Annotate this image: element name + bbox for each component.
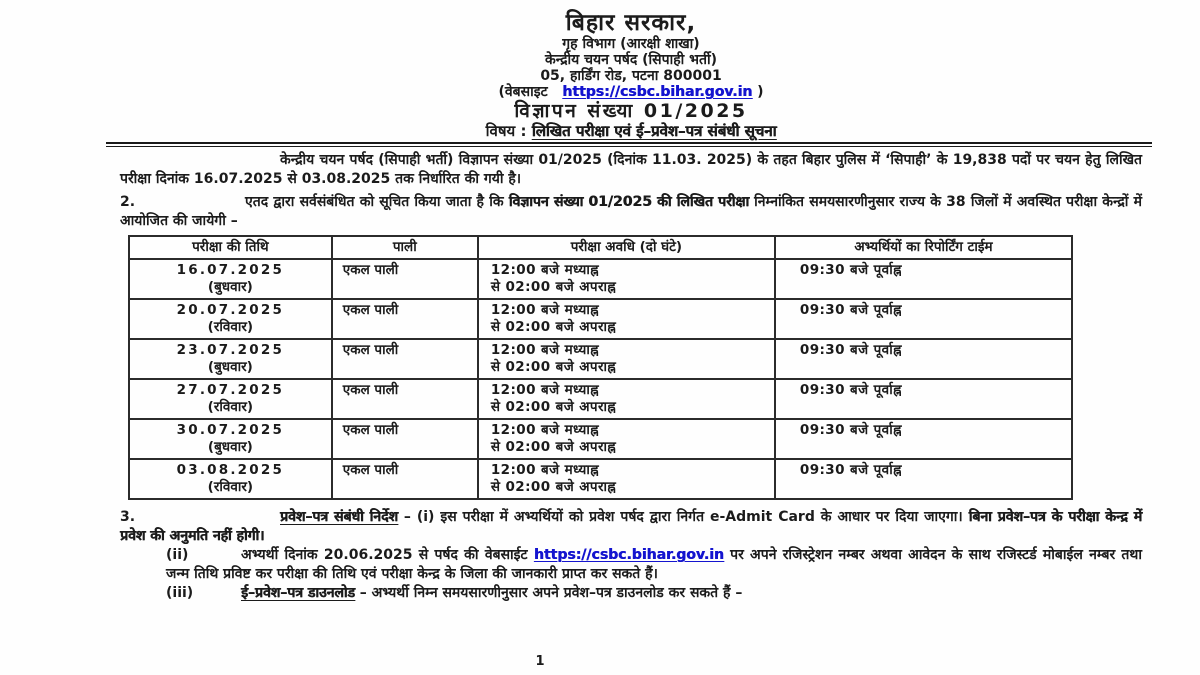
section-3-heading: प्रवेश–पत्र संबंधी निर्देश xyxy=(280,509,398,525)
subject-line xyxy=(120,122,1142,140)
exam-date-cell: 23.07.2025 (बुधवार) xyxy=(129,339,332,379)
reporting-time-cell: 09:30 बजे पूर्वाह्न xyxy=(775,259,1072,299)
section-3 xyxy=(120,508,1142,546)
header-divider xyxy=(106,142,1152,147)
section-3-number: 3. xyxy=(120,509,136,525)
exam-date-cell: 16.07.2025 (बुधवार) xyxy=(129,259,332,299)
document-header xyxy=(120,10,1142,140)
clause-ii-number: (ii) xyxy=(166,547,189,563)
clause-ii xyxy=(166,546,1142,584)
department-line: गृह विभाग (आरक्षी शाखा) xyxy=(562,36,700,52)
shift-cell: एकल पाली xyxy=(332,459,478,499)
para-2-number: 2. xyxy=(120,194,136,210)
table-row xyxy=(129,419,1072,459)
duration-cell: 12:00 बजे मध्याह्न से 02:00 बजे अपराह्न xyxy=(478,379,775,419)
header-reporting-time: अभ्यर्थियों का रिपोर्टिंग टाईम xyxy=(775,236,1072,259)
shift-cell: एकल पाली xyxy=(332,339,478,379)
website-close-paren: ) xyxy=(752,84,764,100)
para-2-text-cont: निम्नांकित समयसारणीनुसार राज्य के 38 जिलों में अवस्थित परीक्षा केन्द्रों में आयोजित की जायेगी – xyxy=(120,194,1142,229)
shift-cell: एकल पाली xyxy=(332,419,478,459)
address-line: 05, हार्डिंग रोड, पटना 800001 xyxy=(540,68,722,84)
duration-cell: 12:00 बजे मध्याह्न से 02:00 बजे अपराह्न xyxy=(478,459,775,499)
website-label: (वेबसाइट xyxy=(498,84,548,100)
table-row xyxy=(129,379,1072,419)
exam-date-cell: 03.08.2025 (रविवार) xyxy=(129,459,332,499)
para-intro: केन्द्रीय चयन पर्षद (सिपाही भर्ती) विज्ञापन संख्या 01/2025 (दिनांक 11.03. 2025) के तहत बिहार पुलिस में ‘सिपाही’ के 19,838 पदों पर चयन हेतु लिखित परीक्षा दिनांक 16.07.2025 से 03.08.2025 तक निर्धारित की गयी है। xyxy=(120,152,1142,187)
reporting-time-cell: 09:30 बजे पूर्वाह्न xyxy=(775,299,1072,339)
subject-label: विषय : xyxy=(485,122,527,140)
board-line: केन्द्रीय चयन पर्षद (सिपाही भर्ती) xyxy=(545,52,717,68)
duration-cell: 12:00 बजे मध्याह्न से 02:00 बजे अपराह्न xyxy=(478,419,775,459)
clause-ii-text-cont: पर अपने रजिस्ट्रेशन नम्बर अथवा आवेदन के साथ रजिस्टर्ड मोबाईल नम्बर तथा जन्म तिथि प्रविष्ट कर परीक्षा की तिथि एवं परीक्षा केन्द्र के जिला की जानकारी प्राप्त कर सकते हैं। xyxy=(166,547,1142,582)
section-3-bold-text: बिना प्रवेश–पत्र के परीक्षा केन्द्र में प्रवेश की अनुमति नहीं होगी। xyxy=(120,509,1142,544)
subject-text: लिखित परीक्षा एवं ई–प्रवेश–पत्र संबंधी सूचना xyxy=(531,122,777,140)
reporting-time-cell: 09:30 बजे पूर्वाह्न xyxy=(775,379,1072,419)
exam-date-cell: 30.07.2025 (बुधवार) xyxy=(129,419,332,459)
website-link[interactable]: https://csbc.bihar.gov.in xyxy=(562,84,753,100)
exam-date-cell: 20.07.2025 (रविवार) xyxy=(129,299,332,339)
duration-cell: 12:00 बजे मध्याह्न से 02:00 बजे अपराह्न xyxy=(478,259,775,299)
table-row xyxy=(129,259,1072,299)
para-2 xyxy=(120,193,1142,231)
reporting-time-cell: 09:30 बजे पूर्वाह्न xyxy=(775,339,1072,379)
schedule-table xyxy=(128,235,1073,500)
clause-ii-website-link[interactable]: https://csbc.bihar.gov.in xyxy=(533,547,724,563)
table-row xyxy=(129,299,1072,339)
clause-iii-text: – अभ्यर्थी निम्न समयसारणीनुसार अपने प्रवेश–पत्र डाउनलोड कर सकते हैं – xyxy=(354,585,743,601)
table-header-row xyxy=(129,236,1072,259)
advert-number: विज्ञापन संख्या 01/2025 xyxy=(514,100,748,122)
reporting-time-cell: 09:30 बजे पूर्वाह्न xyxy=(775,419,1072,459)
shift-cell: एकल पाली xyxy=(332,379,478,419)
header-exam-duration: परीक्षा अवधि (दो घंटे) xyxy=(478,236,775,259)
para-2-text: एतद द्वारा सर्वसंबंधित को सूचित किया जाता है कि xyxy=(245,194,509,210)
duration-cell: 12:00 बजे मध्याह्न से 02:00 बजे अपराह्न xyxy=(478,299,775,339)
org-name: बिहार सरकार, xyxy=(565,10,697,36)
header-shift: पाली xyxy=(332,236,478,259)
page-number: 1 xyxy=(535,654,545,669)
clause-iii-heading: ई–प्रवेश–पत्र डाउनलोड xyxy=(241,585,355,601)
header-exam-date: परीक्षा की तिथि xyxy=(129,236,332,259)
clause-ii-text: अभ्यर्थी दिनांक 20.06.2025 से पर्षद की वेबसाईट xyxy=(241,547,534,563)
clause-iii-number: (iii) xyxy=(166,585,194,601)
table-row xyxy=(129,339,1072,379)
schedule-table-rows xyxy=(129,259,1072,499)
section-3-text: – (i) इस परीक्षा में अभ्यर्थियों को प्रवेश पर्षद द्वारा निर्गत e-Admit Card के आधार पर दिया जाएगा। xyxy=(397,509,969,525)
table-row xyxy=(129,459,1072,499)
reporting-time-cell: 09:30 बजे पूर्वाह्न xyxy=(775,459,1072,499)
shift-cell: एकल पाली xyxy=(332,259,478,299)
clause-iii xyxy=(166,584,1142,603)
duration-cell: 12:00 बजे मध्याह्न से 02:00 बजे अपराह्न xyxy=(478,339,775,379)
shift-cell: एकल पाली xyxy=(332,299,478,339)
exam-date-cell: 27.07.2025 (रविवार) xyxy=(129,379,332,419)
para-2-bold-text: विज्ञापन संख्या 01/2025 की लिखित परीक्षा xyxy=(508,194,749,210)
website-line xyxy=(120,84,1142,101)
